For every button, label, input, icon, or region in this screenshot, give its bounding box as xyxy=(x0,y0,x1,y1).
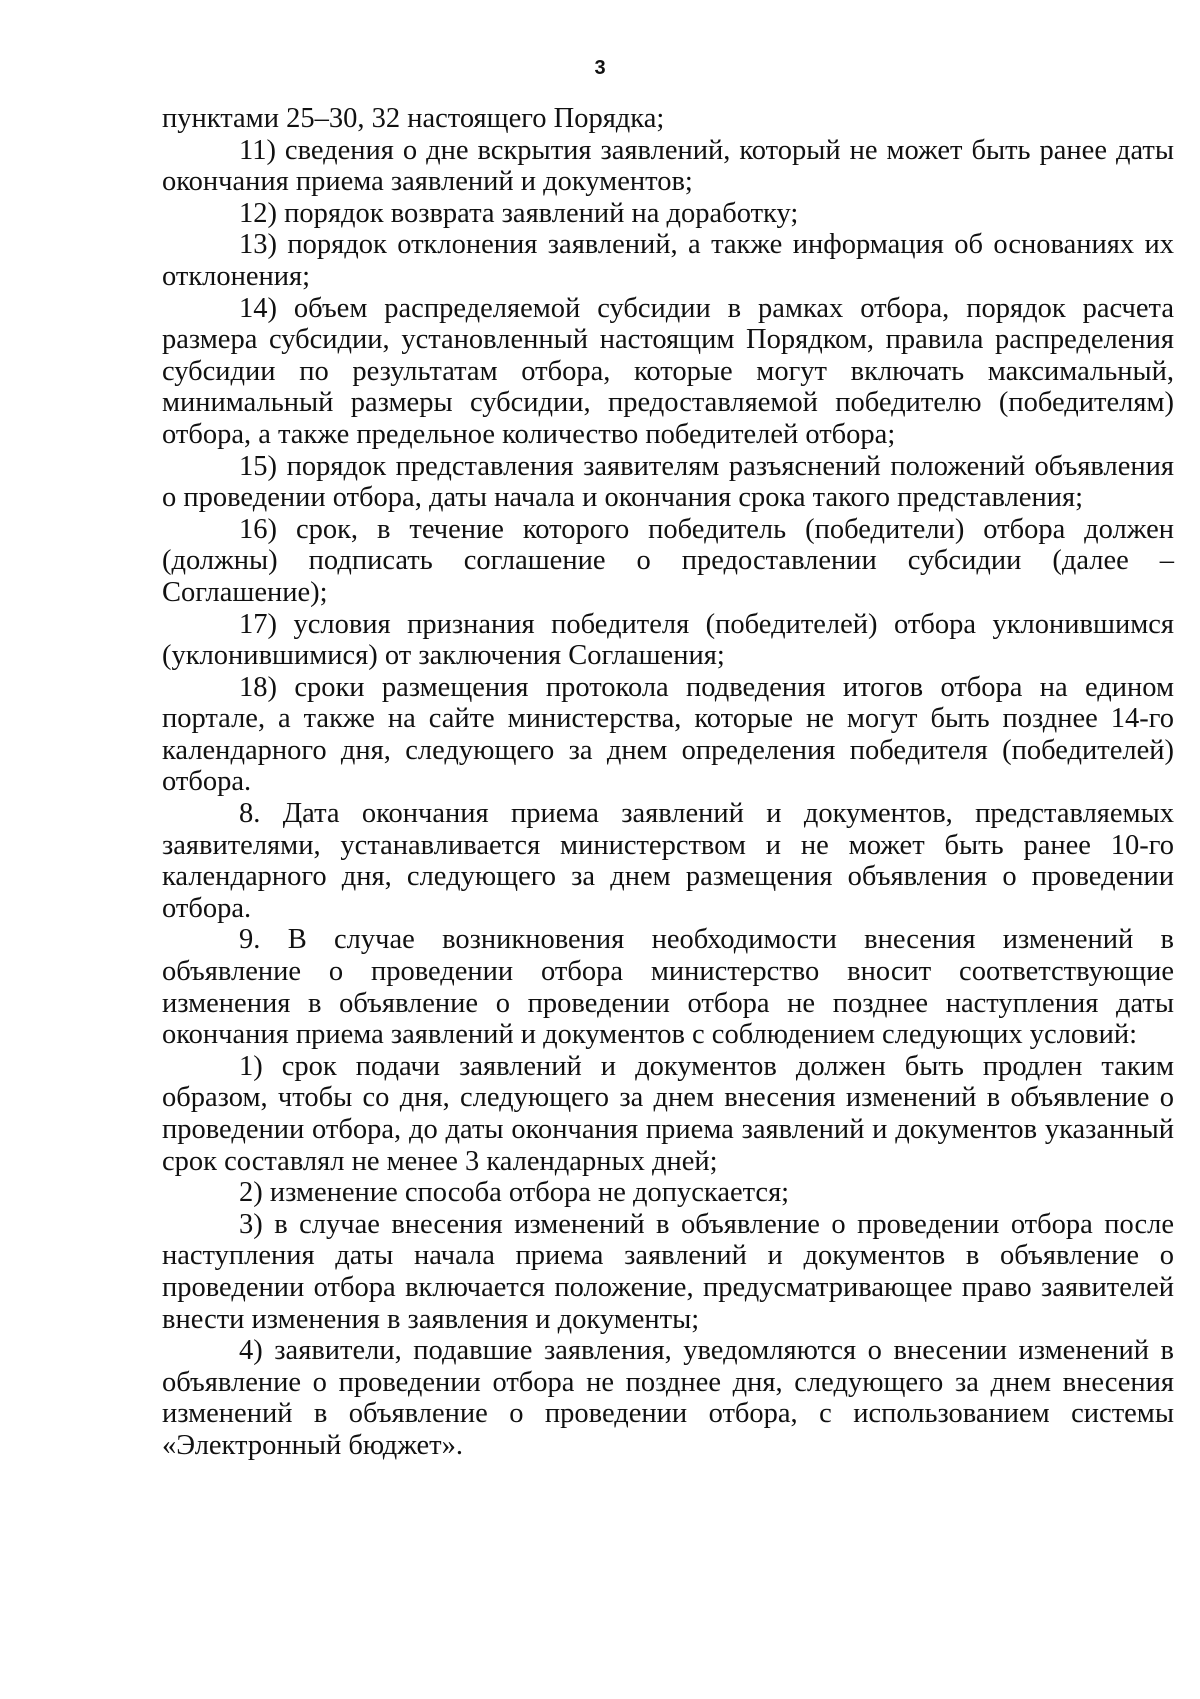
list-item-18: 18) сроки размещения протокола подведения итогов отбора на едином портале, а также на сайте министерства, которые не могут быть позднее 14-го календарного дня, следующего за днем определения победителя (победителей) отбора. xyxy=(162,671,1174,798)
list-item-14: 14) объем распределяемой субсидии в рамках отбора, порядок расчета размера субсидии, установленный настоящим Порядком, правила распределения субсидии по результатам отбора, которые могут включать максимальный, минимальный размеры субсидии, предоставляемой победителю (победителям) отбора, а также предельное количество победителей отбора; xyxy=(162,292,1174,450)
section-9: 9. В случае возникновения необходимости внесения изменений в объявление о проведении отбора министерство вносит соответствующие изменения в объявление о проведении отбора не позднее наступления даты окончания приема заявлений и документов с соблюдением следующих условий: xyxy=(162,924,1174,1051)
condition-1: 1) срок подачи заявлений и документов должен быть продлен таким образом, чтобы со дня, следующего за днем внесения изменений в объявление о проведении отбора, до даты окончания приема заявлений и документов указанный срок составлял не менее 3 календарных дней; xyxy=(162,1050,1174,1177)
list-item-15: 15) порядок представления заявителям разъяснений положений объявления о проведении отбора, даты начала и окончания срока такого представления; xyxy=(162,450,1174,514)
document-body xyxy=(162,103,1174,1462)
list-item-16: 16) срок, в течение которого победитель (победители) отбора должен (должны) подписать соглашение о предоставлении субсидии (далее – Соглашение); xyxy=(162,513,1174,608)
condition-2: 2) изменение способа отбора не допускается; xyxy=(239,1177,790,1209)
list-item-11: 11) сведения о дне вскрытия заявлений, который не может быть ранее даты окончания приема заявлений и документов; xyxy=(162,134,1174,198)
list-item-17: 17) условия признания победителя (победителей) отбора уклонившимся (уклонившимися) от заключения Соглашения; xyxy=(162,608,1174,672)
list-item-12: 12) порядок возврата заявлений на доработку; xyxy=(239,197,799,229)
section-8: 8. Дата окончания приема заявлений и документов, представляемых заявителями, устанавливается министерством и не может быть ранее 10-го календарного дня, следующего за днем размещения объявления о проведении отбора. xyxy=(162,798,1174,924)
list-item-13: 13) порядок отклонения заявлений, а также информация об основаниях их отклонения; xyxy=(162,229,1174,292)
condition-4: 4) заявители, подавшие заявления, уведомляются о внесении изменений в объявление о проведении отбора не позднее дня, следующего за днем внесения изменений в объявление о проведении отбора, с использованием системы «Электронный бюджет». xyxy=(162,1335,1174,1461)
paragraph-continuation: пунктами 25–30, 32 настоящего Порядка; xyxy=(162,103,665,134)
condition-3: 3) в случае внесения изменений в объявление о проведении отбора после наступления даты начала приема заявлений и документов в объявление о проведении отбора включается положение, предусматривающее право заявителей внести изменения в заявления и документы; xyxy=(162,1208,1174,1335)
page-number: 3 xyxy=(594,57,606,79)
